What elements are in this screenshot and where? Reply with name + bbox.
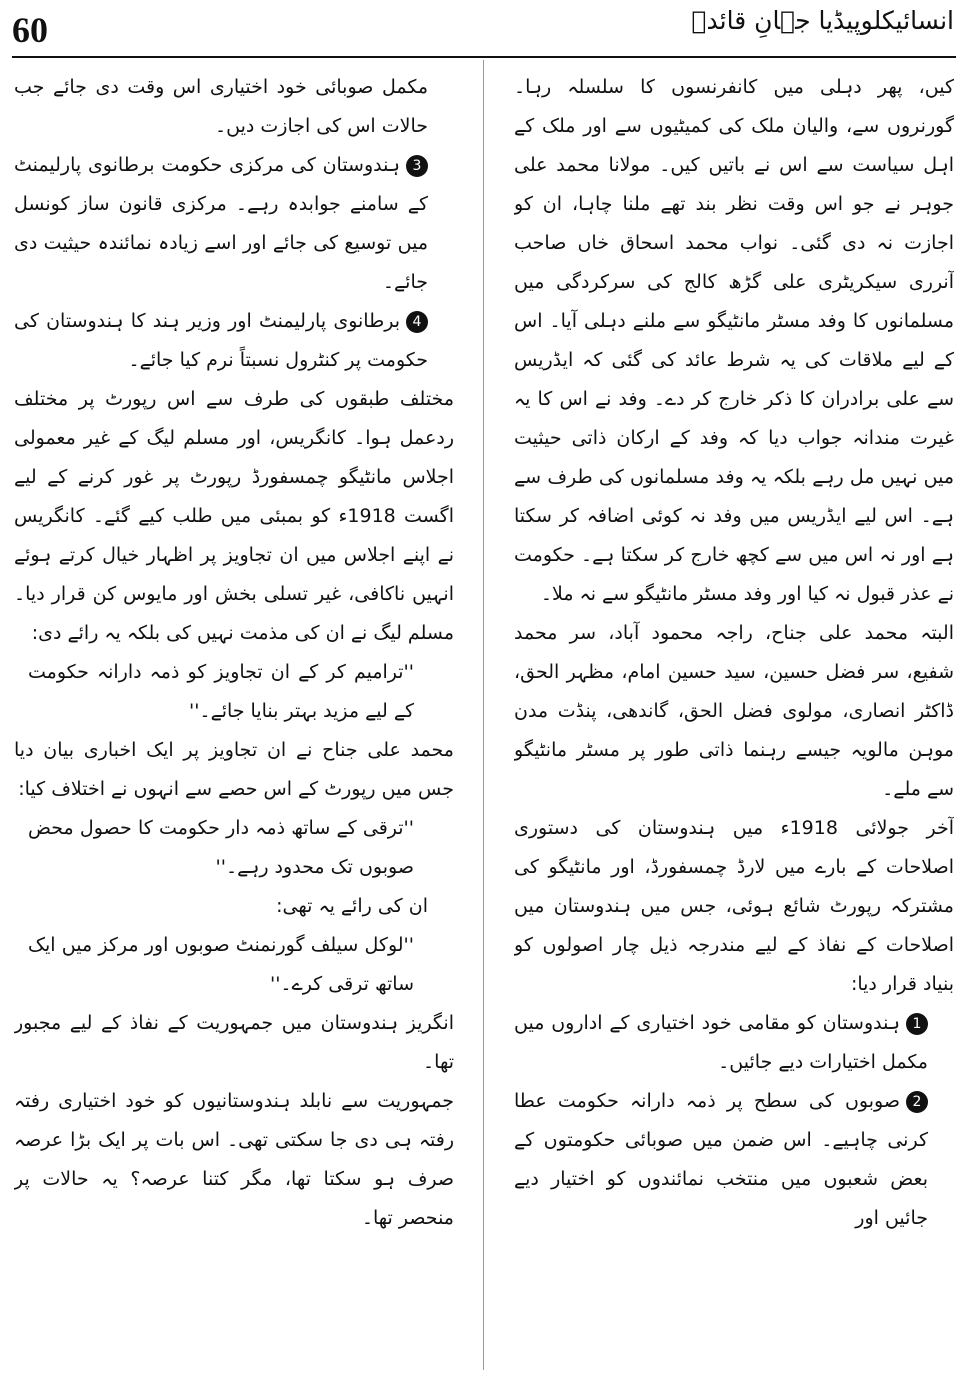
bullet-number: 1	[906, 1013, 928, 1035]
paragraph: آخر جولائی 1918ء میں ہندوستان کی دستوری اصلاحات کے بارے میں لارڈ چمسفورڈ، اور مانٹیگو کی مشترکہ رپورٹ شائع ہوئی، جس میں ہندوستان میں اصلاحات کے نفاذ کے لیے مندرجہ ذیل چار اصولوں کو بنیاد قرار دیا:	[514, 817, 954, 995]
list-item-text: ہندوستان کی مرکزی حکومت برطانوی پارلیمنٹ کے سامنے جوابدہ رہے۔ مرکزی قانون ساز کونسل میں توسیع کی جائے اور اسے زیادہ نمائندہ حیثیت دی جائے۔	[14, 154, 428, 293]
bullet-number: 4	[406, 311, 428, 333]
paragraph: البتہ محمد علی جناح، راجہ محمود آباد، سر محمد شفیع، سر فضل حسین، سید حسین امام، مظہر الحق، ڈاکٹر انصاری، مولوی فضل الحق، گاندھی، پنڈت مدن موہن مالویہ جیسے رہنما ذاتی طور پر مسٹر مانٹیگو سے ملے۔	[514, 622, 954, 800]
list-item	[14, 146, 454, 302]
list-item	[514, 1082, 954, 1238]
list-item-text: ہندوستان کو مقامی خود اختیاری کے اداروں میں مکمل اختیارات دیے جائیں۔	[514, 1012, 928, 1073]
paragraph: مکمل صوبائی خود اختیاری اس وقت دی جائے جب حالات اس کی اجازت دیں۔	[14, 76, 428, 137]
page-header	[0, 0, 968, 64]
paragraph: ان کی رائے یہ تھی:	[276, 895, 428, 917]
bullet-number: 3	[406, 155, 428, 177]
block-quote: ''ترامیم کر کے ان تجاویز کو ذمہ دارانہ حکومت کے لیے مزید بہتر بنایا جائے۔''	[28, 661, 414, 722]
paragraph: جمہوریت سے نابلد ہندوستانیوں کو خود اختیاری رفتہ رفتہ ہی دی جا سکتی تھی۔ اس بات پر ایک بڑا عرصہ صرف ہو سکتا تھا، مگر کتنا عرصہ؟ یہ حالات پر منحصر تھا۔	[14, 1090, 454, 1229]
block-quote: ''لوکل سیلف گورنمنٹ صوبوں اور مرکز میں ایک ساتھ ترقی کرے۔''	[28, 934, 414, 995]
list-item-text: صوبوں کی سطح پر ذمہ دارانہ حکومت عطا کرنی چاہیے۔ اس ضمن میں صوبائی حکومتوں کے بعض شعبوں میں منتخب نمائندوں کو اختیار دیے جائیں اور	[514, 1090, 928, 1229]
left-column	[14, 68, 454, 1368]
page-number: 60	[12, 10, 48, 50]
list-item-text: برطانوی پارلیمنٹ اور وزیر ہند کا ہندوستان کی حکومت پر کنٹرول نسبتاً نرم کیا جائے۔	[14, 310, 428, 371]
bullet-number: 2	[906, 1091, 928, 1113]
list-item	[514, 1004, 954, 1082]
paragraph: کیں، پھر دہلی میں کانفرنسوں کا سلسلہ رہا۔ گورنروں سے، والیان ملک کی کمیٹیوں سے اور ملک کے اہل سیاست سے اس نے باتیں کیں۔ مولانا محمد علی جوہر نے جو اس وقت نظر بند تھے ملنا چاہا، ان کو اجازت نہ دی گئی۔ نواب محمد اسحاق خاں صاحب آنرری سیکریٹری علی گڑھ کالج کی سرکردگی میں مسلمانوں کا وفد مسٹر مانٹیگو سے ملنے دہلی آیا۔ اس کے لیے ملاقات کی یہ شرط عائد کی گئی کہ ایڈریس سے علی برادران کا ذکر خارج کر دے۔ وفد نے اس کا یہ غیرت مندانہ جواب دیا کہ وفد کے ارکان ذاتی حیثیت میں نہیں مل رہے بلکہ یہ وفد مسلمانوں کی طرف سے ہے۔ اس لیے ایڈریس میں وفد نہ کوئی اضافہ کر سکتا ہے اور نہ اس میں سے کچھ خارج کر سکتا ہے۔ حکومت نے عذر قبول نہ کیا اور وفد مسٹر مانٹیگو سے نہ ملا۔	[514, 76, 954, 605]
block-quote: ''ترقی کے ساتھ ذمہ دار حکومت کا حصول محض صوبوں تک محدود رہے۔''	[28, 817, 414, 878]
list-item	[14, 302, 454, 380]
right-column	[514, 68, 954, 1368]
paragraph: مختلف طبقوں کی طرف سے اس رپورٹ پر مختلف ردعمل ہوا۔ کانگریس، اور مسلم لیگ کے غیر معمولی اجلاس مانٹیگو چمسفورڈ رپورٹ پر غور کرنے کے لیے اگست 1918ء کو بمبئی میں طلب کیے گئے۔ کانگریس نے اپنے اجلاس میں ان تجاویز پر اظہار خیال کرتے ہوئے انہیں ناکافی، غیر تسلی بخش اور مایوس کن قرار دیا۔ مسلم لیگ نے ان کی مذمت نہیں کی بلکہ یہ رائے دی:	[14, 388, 454, 644]
paragraph: انگریز ہندوستان میں جمہوریت کے نفاذ کے لیے مجبور تھا۔	[14, 1012, 454, 1073]
column-divider	[483, 60, 484, 1370]
book-title: انسائیکلوپیڈیا جہانِ قائدؒ	[691, 6, 954, 35]
header-rule	[12, 56, 956, 58]
paragraph: محمد علی جناح نے ان تجاویز پر ایک اخباری بیان دیا جس میں رپورٹ کے اس حصے سے انہوں نے اختلاف کیا:	[14, 739, 454, 800]
